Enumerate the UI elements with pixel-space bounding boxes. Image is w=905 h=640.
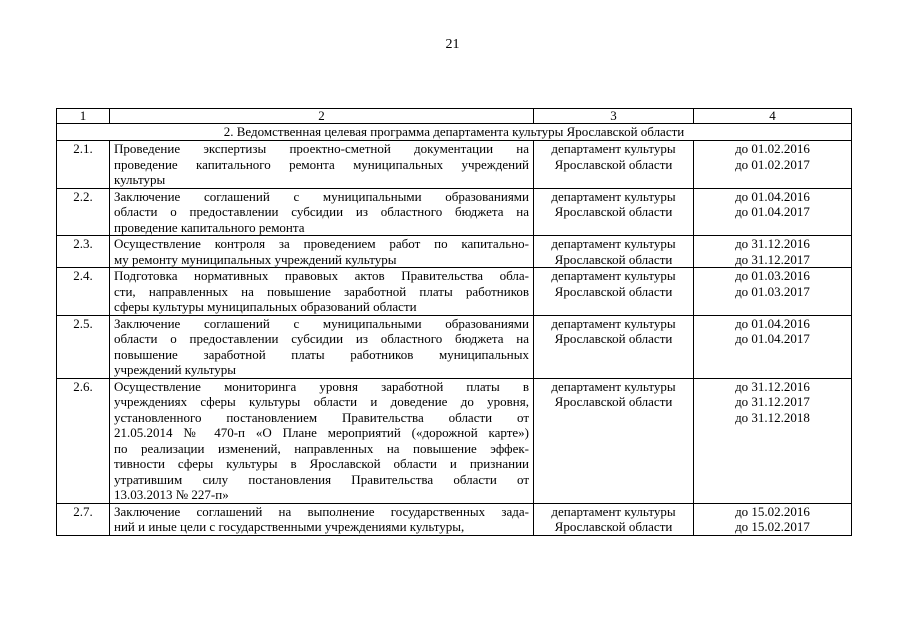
description-line: Подготовка нормативных правовых актов Правительства обла- [114,268,529,283]
deadline-line: до 01.03.2017 [735,283,810,299]
executor-line: Ярославской области [554,204,673,219]
description-line: учреждений культуры [114,362,237,377]
description-line: ний и иные цели с государственными учреждениями культуры, [114,519,465,534]
item-executor [534,315,694,378]
table-row [57,315,852,378]
description-line: Заключение соглашений на выполнение государственных зада- [114,503,529,519]
item-number: 2.2. [57,188,110,236]
section-row [57,124,852,141]
deadline-line: до 31.12.2018 [735,409,810,425]
header-cell-4: 4 [694,109,852,124]
description-line: Осуществление мониторинга уровня заработной платы в [114,378,529,394]
item-executor [534,236,694,268]
executor-line: департамент культуры [551,141,676,156]
deadline-line: до 01.03.2016 [735,268,810,283]
item-description [110,268,534,316]
executor-line: Ярославской области [554,394,673,409]
executor-line: Ярославской области [554,251,673,267]
description-line: сферы культуры муниципальных образований области [114,299,417,314]
deadline-line: до 01.02.2017 [735,156,810,172]
item-deadlines [694,378,852,503]
item-deadlines [694,503,852,535]
item-number: 2.6. [57,378,110,503]
item-description [110,503,534,535]
table-row [57,236,852,268]
description-line: Заключение соглашений с муниципальными образованиями [114,188,529,204]
header-cell-1: 1 [57,109,110,124]
deadline-line: до 15.02.2016 [735,503,810,519]
table-row [57,378,852,503]
description-line: Заключение соглашений с муниципальными образованиями [114,315,529,331]
executor-line: департамент культуры [551,236,676,251]
item-executor [534,188,694,236]
description-line: культуры [114,172,166,187]
deadline-line: до 01.02.2016 [735,141,810,156]
item-deadlines [694,268,852,316]
description-line: Осуществление контроля за проведением работ по капитально- [114,236,529,251]
executor-line: департамент культуры [551,378,676,394]
executor-line: департамент культуры [551,503,676,519]
description-line: утратившим силу постановления Правительства области от [114,471,529,487]
deadline-line: до 15.02.2017 [735,519,810,534]
description-line: по реализации изменений, направленных на повышение эффек- [114,440,529,456]
item-executor [534,378,694,503]
executor-line: департамент культуры [551,315,676,331]
executor-line: департамент культуры [551,188,676,204]
plan-table [56,108,852,536]
item-number: 2.3. [57,236,110,268]
deadline-line: до 01.04.2017 [735,331,810,346]
description-line: проведение капитального ремонта [114,219,305,235]
description-line: области о предоставлении субсидии из областного бюджета на [114,331,529,346]
deadline-line: до 31.12.2016 [735,378,810,394]
description-line: Проведение экспертизы проектно-сметной документации на [114,141,529,156]
item-number: 2.4. [57,268,110,316]
deadline-line: до 31.12.2016 [735,236,810,251]
item-description [110,141,534,189]
executor-line: Ярославской области [554,331,673,346]
description-line: сти, направленных на повышение заработной платы работников [114,283,529,299]
item-deadlines [694,141,852,189]
description-line: повышение заработной платы работников муниципальных [114,346,529,362]
executor-line: Ярославской области [554,519,673,534]
description-line: тивности сферы культуры в Ярославской области и признании [114,456,529,471]
description-line: 21.05.2014 № 470-п «О Плане мероприятий («дорожной карте») [114,425,529,440]
table-row [57,188,852,236]
deadline-line: до 01.04.2016 [735,315,810,331]
deadline-line: до 01.04.2017 [735,204,810,219]
item-number: 2.1. [57,141,110,189]
item-description [110,378,534,503]
item-number: 2.5. [57,315,110,378]
description-line: области о предоставлении субсидии из областного бюджета на [114,204,529,219]
item-executor [534,503,694,535]
table-row [57,268,852,316]
header-cell-3: 3 [534,109,694,124]
item-description [110,315,534,378]
table-row [57,141,852,189]
deadline-line: до 01.04.2016 [735,188,810,204]
item-deadlines [694,188,852,236]
item-executor [534,141,694,189]
section-title: 2. Ведомственная целевая программа департамента культуры Ярославской области [57,124,852,141]
description-line: учреждениях сферы культуры области и доведение до уровня, [114,394,529,409]
table-row [57,503,852,535]
executor-line: департамент культуры [551,268,676,283]
description-line: 13.03.2013 № 227-п» [114,487,229,502]
executor-line: Ярославской области [554,283,673,299]
description-line: му ремонту муниципальных учреждений культуры [114,251,397,267]
item-deadlines [694,315,852,378]
header-row [57,109,852,124]
description-line: установленного постановлением Правительства области от [114,409,529,425]
header-cell-2: 2 [110,109,534,124]
executor-line: Ярославской области [554,156,673,172]
description-line: проведение капитального ремонта муниципальных учреждений [114,156,529,172]
item-executor [534,268,694,316]
deadline-line: до 31.12.2017 [735,394,810,409]
page-number: 21 [445,37,460,52]
item-description [110,188,534,236]
item-deadlines [694,236,852,268]
item-number: 2.7. [57,503,110,535]
item-description [110,236,534,268]
deadline-line: до 31.12.2017 [735,251,810,267]
